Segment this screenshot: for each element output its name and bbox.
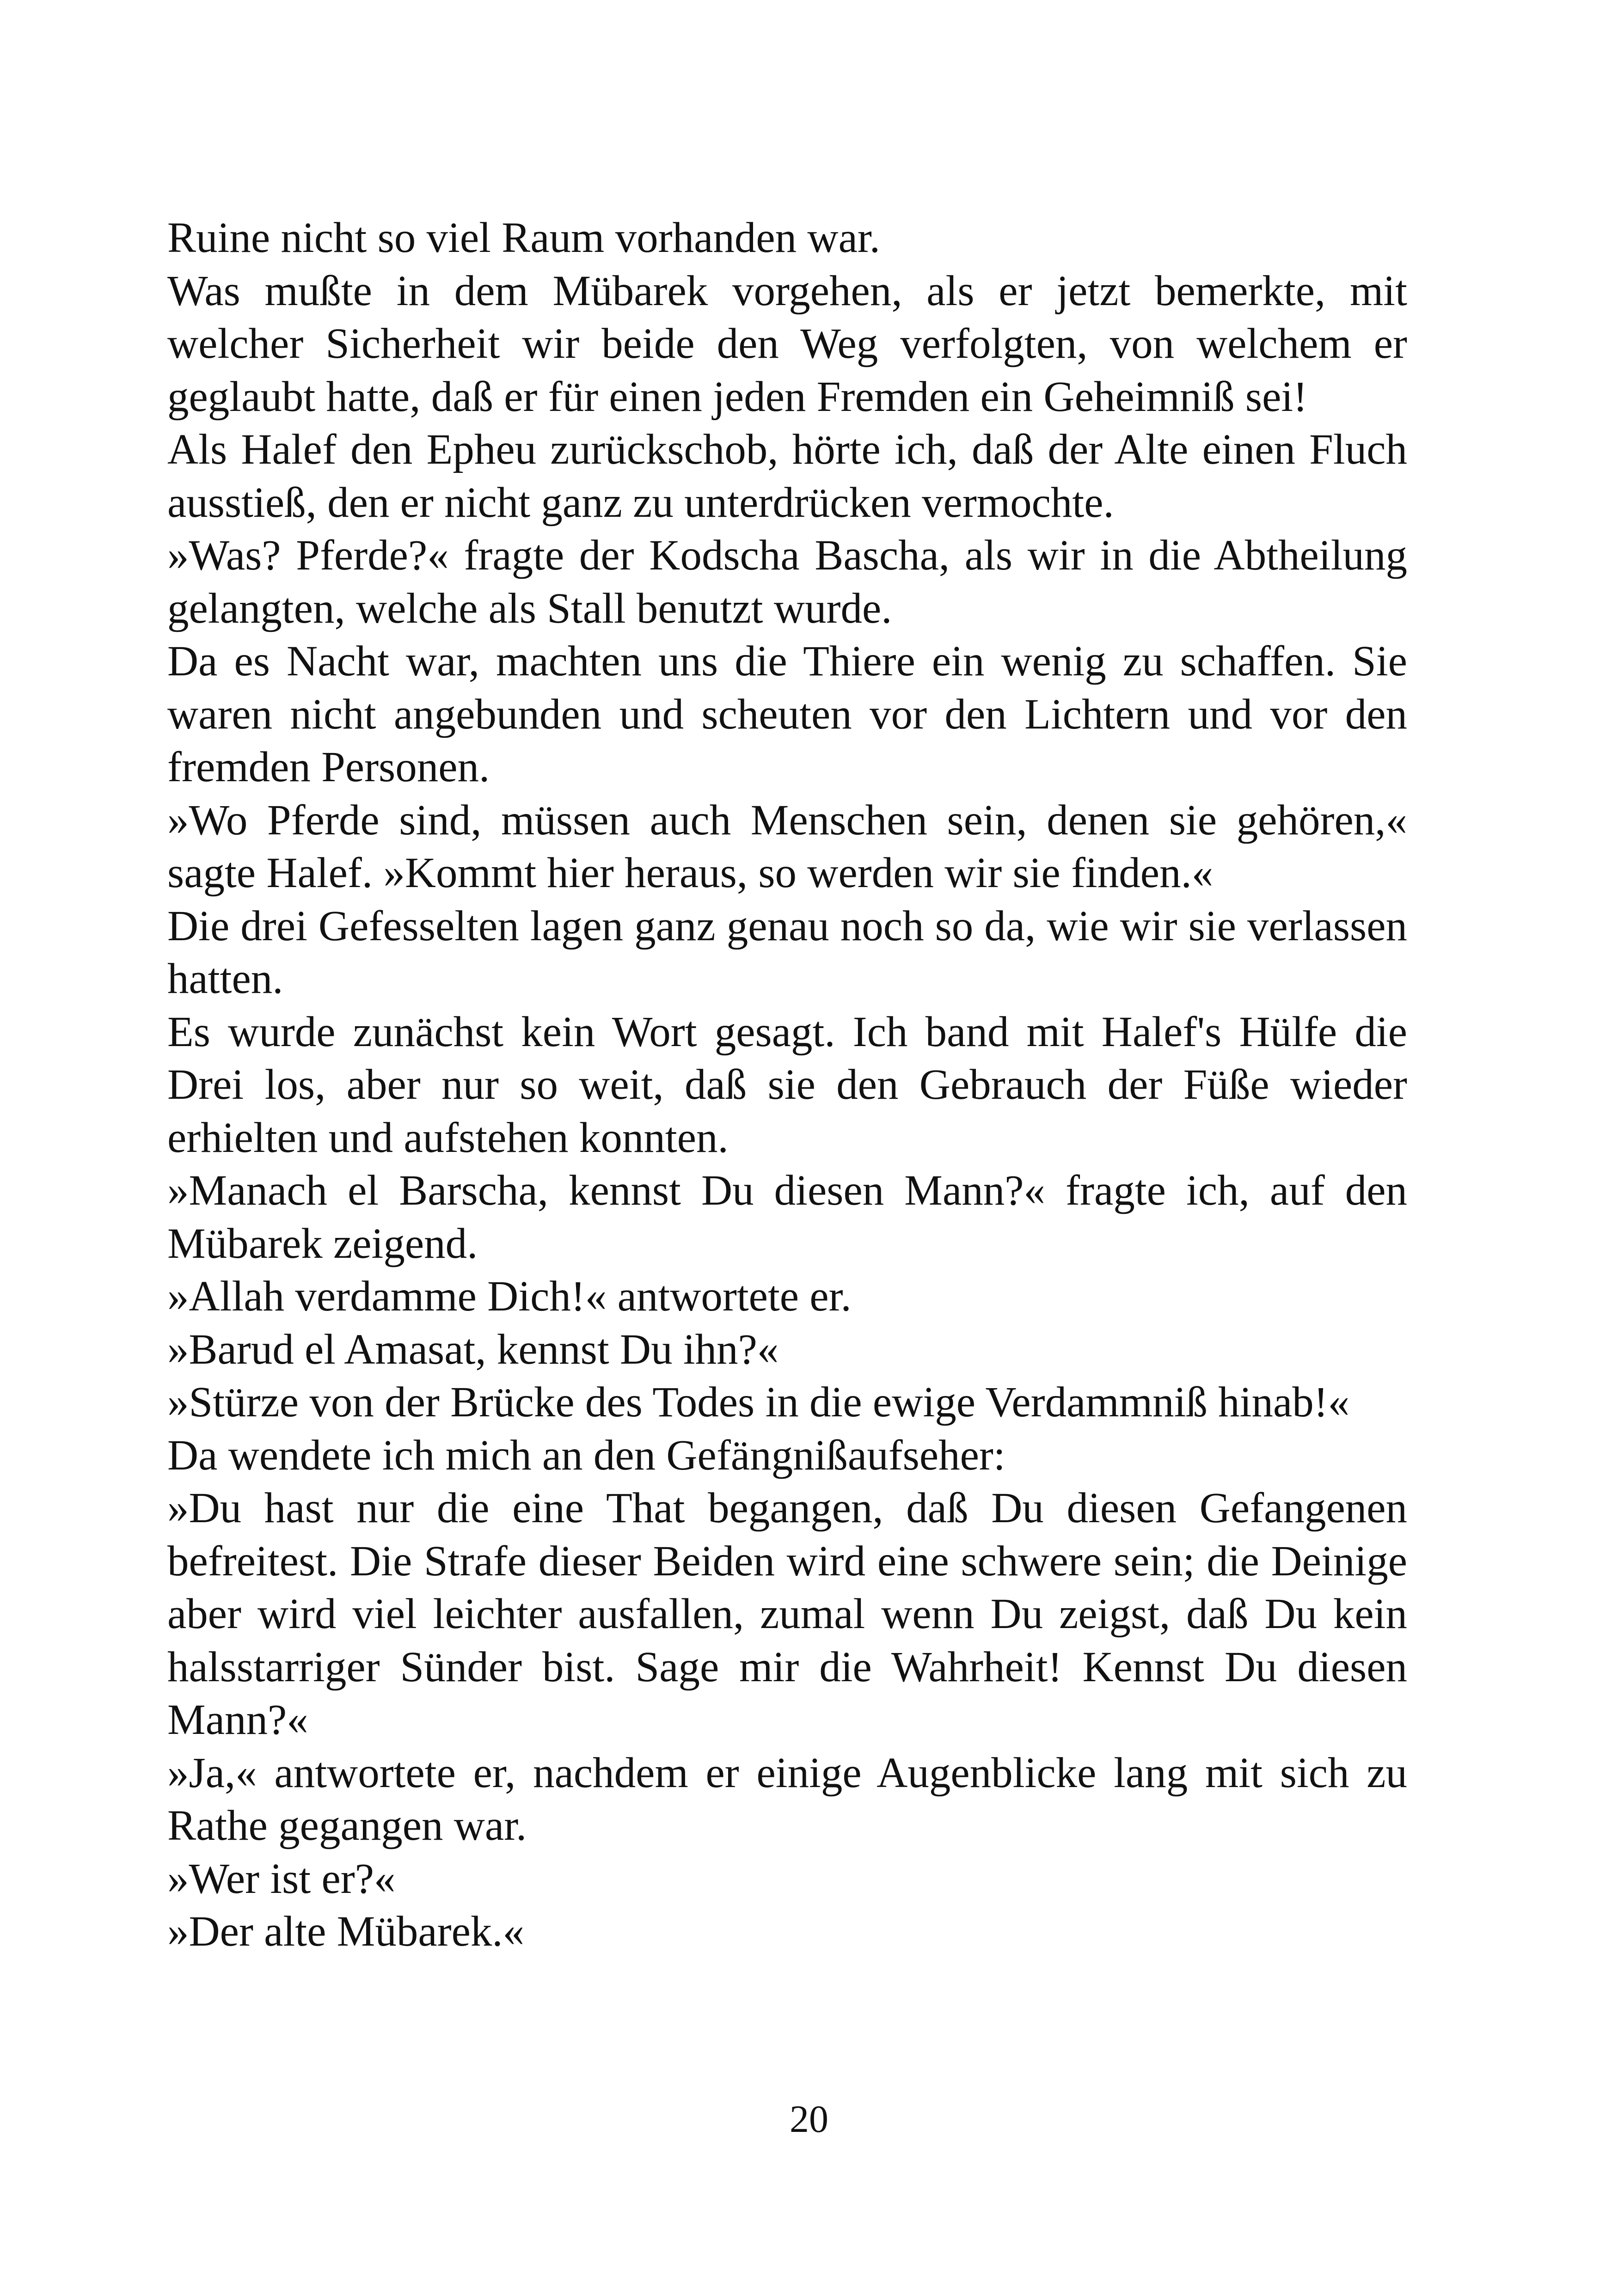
paragraph: Als Halef den Epheu zurückschob, hörte ich, daß der Alte einen Fluch ausstieß, den er nicht ganz zu unterdrücken vermochte. <box>167 426 1407 527</box>
paragraph: Da wendete ich mich an den Gefängnißaufseher: <box>167 1431 1005 1479</box>
paragraph: Die drei Gefesselten lagen ganz genau noch so da, wie wir sie verlassen hatten. <box>167 902 1407 1003</box>
paragraph: Da es Nacht war, machten uns die Thiere ein wenig zu schaffen. Sie waren nicht angebunden und scheuten vor den Lichtern und vor den fremden Personen. <box>167 637 1407 791</box>
paragraph: »Der alte Mübarek.« <box>167 1908 525 1955</box>
paragraph: »Stürze von der Brücke des Todes in die ewige Verdammniß hinab!« <box>167 1378 1350 1426</box>
paragraph: Ruine nicht so viel Raum vorhanden war. <box>167 214 880 262</box>
page-body <box>167 212 1407 1959</box>
page-number: 20 <box>790 2098 828 2141</box>
paragraph: Was mußte in dem Mübarek vorgehen, als er jetzt bemerkte, mit welcher Sicherheit wir beide den Weg verfolgten, von welchem er geglaubt hatte, daß er für einen jeden Fremden ein Geheimniß sei! <box>167 267 1407 421</box>
paragraph: »Du hast nur die eine That begangen, daß Du diesen Gefangenen befreitest. Die Strafe dieser Beiden wird eine schwere sein; die Deinige aber wird viel leichter ausfallen, zumal wenn Du zeigst, daß Du kein halsstarriger Sünder bist. Sage mir die Wahrheit! Kennst Du diesen Mann?« <box>167 1484 1407 1744</box>
paragraph: »Wer ist er?« <box>167 1855 396 1903</box>
paragraph: Es wurde zunächst kein Wort gesagt. Ich band mit Halef's Hülfe die Drei los, aber nur so weit, daß sie den Gebrauch der Füße wieder erhielten und aufstehen konnten. <box>167 1008 1407 1162</box>
paragraph: »Barud el Amasat, kennst Du ihn?« <box>167 1325 779 1373</box>
paragraph: »Manach el Barscha, kennst Du diesen Mann?« fragte ich, auf den Mübarek zeigend. <box>167 1167 1407 1267</box>
paragraph: »Allah verdamme Dich!« antwortete er. <box>167 1273 852 1320</box>
paragraph: »Wo Pferde sind, müssen auch Menschen sein, denen sie gehören,« sagte Halef. »Kommt hier heraus, so werden wir sie finden.« <box>167 796 1407 897</box>
paragraph: »Was? Pferde?« fragte der Kodscha Bascha, als wir in die Abtheilung gelangten, welche als Stall benutzt wurde. <box>167 532 1407 632</box>
paragraph: »Ja,« antwortete er, nachdem er einige Augenblicke lang mit sich zu Rathe gegangen war. <box>167 1749 1407 1849</box>
